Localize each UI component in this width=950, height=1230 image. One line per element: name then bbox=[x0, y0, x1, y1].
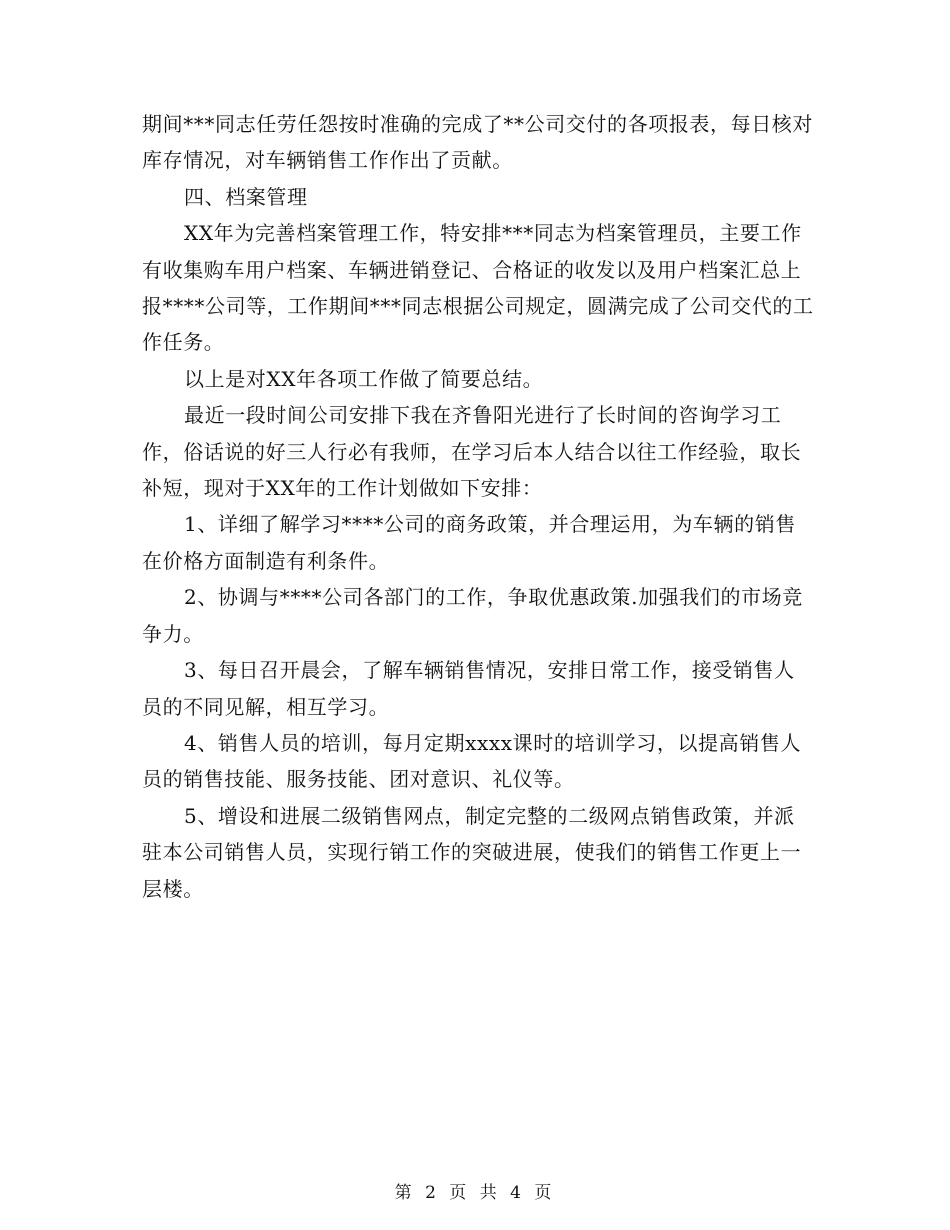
plan-item-2: 2、协调与****公司各部门的工作，争取优惠政策.加强我们的市场竞争力。 bbox=[142, 585, 803, 646]
page-number-footer: 第 2 页 共 4 页 bbox=[394, 1183, 556, 1203]
plan-item-1: 1、详细了解学习****公司的商务政策，并合理运用，为车辆的销售在价格方面制造有利条件。 bbox=[142, 512, 796, 573]
paragraph-plan-intro: 最近一段时间公司安排下我在齐鲁阳光进行了长时间的咨询学习工作，俗话说的好三人行必有我师，在学习后本人结合以往工作经验，取长补短，现对于XX年的工作计划做如下安排： bbox=[142, 403, 802, 501]
paragraph-report-duty: 期间***同志任劳任怨按时准确的完成了**公司交付的各项报表，每日核对库存情况，对车辆销售工作作出了贡献。 bbox=[142, 112, 813, 173]
paragraph-archive-management: XX年为完善档案管理工作，特安排***同志为档案管理员，主要工作有收集购车用户档案、车辆进销登记、合格证的收发以及用户档案汇总上报****公司等，工作期间***同志根据公司规定，圆满完成了公司交代的工作任务。 bbox=[142, 221, 814, 355]
plan-item-3: 3、每日召开晨会，了解车辆销售情况，安排日常工作，接受销售人员的不同见解，相互学习。 bbox=[142, 658, 795, 719]
plan-item-5: 5、增设和进展二级销售网点，制定完整的二级网点销售政策，并派驻本公司销售人员，实现行销工作的突破进展，使我们的销售工作更上一层楼。 bbox=[142, 803, 802, 901]
paragraph-summary: 以上是对XX年各项工作做了简要总结。 bbox=[184, 366, 544, 391]
document-body bbox=[142, 106, 814, 907]
section-heading-archive-management: 四、档案管理 bbox=[184, 184, 308, 209]
plan-item-4: 4、销售人员的培训，每月定期xxxx课时的培训学习，以提高销售人员的销售技能、服务技能、团对意识、礼仪等。 bbox=[142, 730, 802, 792]
